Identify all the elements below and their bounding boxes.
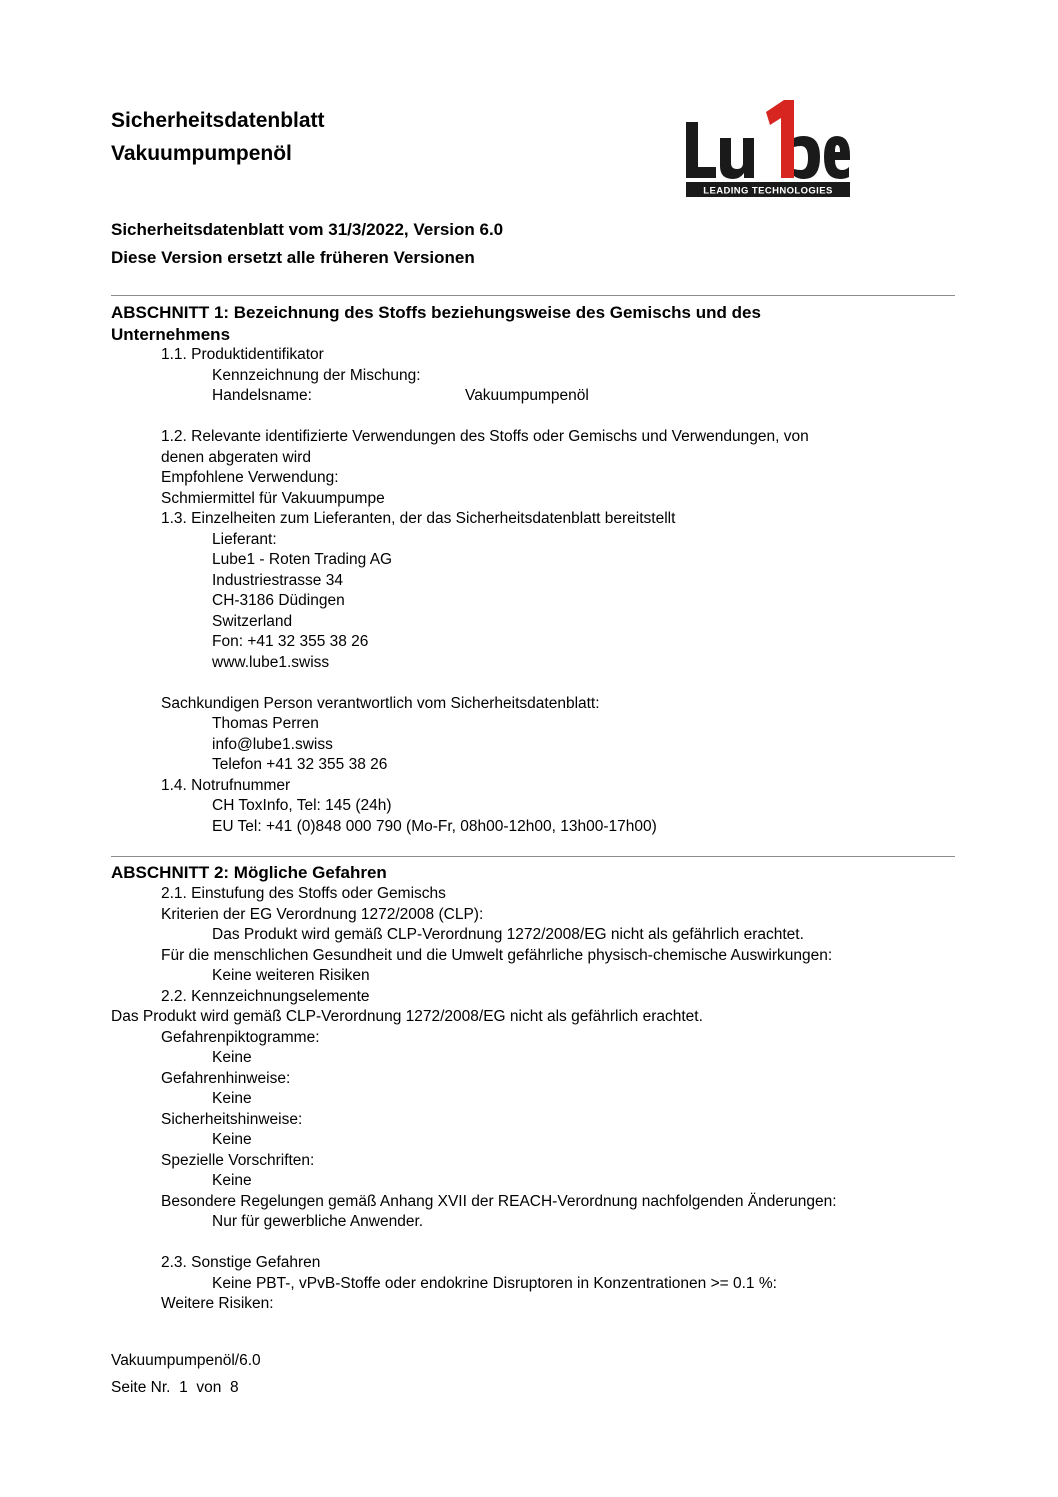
supplier-city: CH-3186 Düdingen	[212, 592, 345, 609]
special-provisions-value: Keine	[212, 1172, 252, 1189]
emergency-eu: EU Tel: +41 (0)848 000 790 (Mo-Fr, 08h00-12h00, 13h00-17h00)	[212, 817, 657, 835]
page-of: von	[196, 1379, 222, 1396]
supplier-phone: Fon: +41 32 355 38 26	[212, 633, 369, 650]
footer-doc-id: Vakuumpumpenöl/6.0	[111, 1352, 261, 1369]
trade-name-label: Handelsname:	[212, 387, 312, 404]
supplier-country: Switzerland	[212, 612, 293, 630]
section2-body	[111, 884, 837, 1315]
s1-2-heading: 1.2. Relevante identifizierte Verwendungen des Stoffs oder Gemischs und Verwendungen, von	[161, 428, 809, 445]
clp-criteria: Kriterien der EG Verordnung 1272/2008 (CLP):	[161, 905, 484, 923]
recommended-use-label: Empfohlene Verwendung:	[161, 469, 339, 486]
logo-tagline: LEADING TECHNOLOGIES	[703, 185, 833, 197]
supplier-label: Lieferant:	[212, 530, 277, 548]
s2-2-heading: 2.2. Kennzeichnungselemente	[161, 987, 370, 1005]
version-line: Sicherheitsdatenblatt vom 31/3/2022, Version 6.0	[111, 220, 504, 239]
reach-label: Besondere Regelungen gemäß Anhang XVII der REACH-Verordnung nachfolgenden Änderungen:	[161, 1192, 837, 1210]
replaces-line: Diese Version ersetzt alle früheren Versionen	[111, 248, 475, 267]
labelling-statement: Das Produkt wird gemäß CLP-Verordnung 1272/2008/EG nicht als gefährlich erachtet.	[111, 1008, 703, 1025]
special-provisions-label: Spezielle Vorschriften:	[161, 1151, 315, 1169]
expert-name: Thomas Perren	[212, 715, 319, 732]
precautionary-value: Keine	[212, 1131, 252, 1148]
emergency-ch: CH ToxInfo, Tel: 145 (24h)	[212, 797, 392, 814]
s1-2-heading-cont: denen abgeraten wird	[161, 448, 311, 466]
s1-4-heading: 1.4. Notrufnummer	[161, 776, 291, 794]
recommended-use-value: Schmiermittel für Vakuumpumpe	[161, 489, 385, 507]
reach-value: Nur für gewerbliche Anwender.	[212, 1213, 424, 1230]
s2-3-heading: 2.3. Sonstige Gefahren	[161, 1254, 321, 1271]
section1-title: ABSCHNITT 1: Bezeichnung des Stoffs beziehungsweise des Gemischs und des Unternehmens	[111, 303, 761, 344]
s1-1-heading: 1.1. Produktidentifikator	[161, 346, 324, 363]
supplier-website: www.lube1.swiss	[212, 653, 330, 671]
page-label: Seite Nr.	[111, 1379, 171, 1396]
product-title: Vakuumpumpenöl	[111, 142, 292, 165]
page-number: 1	[179, 1379, 188, 1396]
s2-1-heading: 2.1. Einstufung des Stoffs oder Gemischs	[161, 885, 446, 902]
physchem-value: Keine weiteren Risiken	[212, 967, 370, 984]
section-divider	[111, 856, 955, 857]
expert-email: info@lube1.swiss	[212, 735, 333, 753]
other-risks-label: Weitere Risiken:	[161, 1295, 274, 1312]
section-divider	[111, 295, 955, 296]
pictograms-value: Keine	[212, 1049, 252, 1066]
page-total: 8	[229, 1379, 239, 1396]
lube1-logo	[686, 100, 850, 198]
footer-page-info	[111, 1379, 239, 1397]
section2-title: ABSCHNITT 2: Mögliche Gefahren	[111, 863, 387, 882]
pictograms-label: Gefahrenpiktogramme:	[161, 1028, 320, 1046]
hazard-statements-value: Keine	[212, 1090, 252, 1107]
precautionary-label: Sicherheitshinweise:	[161, 1110, 303, 1128]
trade-name-row	[111, 386, 809, 407]
supplier-name: Lube1 - Roten Trading AG	[212, 551, 393, 568]
hazard-statements-label: Gefahrenhinweise:	[161, 1069, 291, 1087]
trade-name-value: Vakuumpumpenöl	[465, 387, 589, 404]
section1-body	[111, 345, 809, 837]
document-title: Sicherheitsdatenblatt	[111, 109, 325, 132]
physchem-label: Für die menschlichen Gesundheit und die Umwelt gefährliche physisch-chemische Auswirkungen:	[161, 946, 833, 964]
expert-label: Sachkundigen Person verantwortlich vom Sicherheitsdatenblatt:	[161, 694, 600, 712]
expert-phone: Telefon +41 32 355 38 26	[212, 756, 388, 773]
classification-statement: Das Produkt wird gemäß CLP-Verordnung 1272/2008/EG nicht als gefährlich erachtet.	[212, 926, 804, 943]
mixture-label: Kennzeichnung der Mischung:	[212, 366, 421, 384]
supplier-street: Industriestrasse 34	[212, 571, 343, 589]
s1-3-heading: 1.3. Einzelheiten zum Lieferanten, der das Sicherheitsdatenblatt bereitstellt	[161, 510, 676, 527]
pbt-statement: Keine PBT-, vPvB-Stoffe oder endokrine Disruptoren in Konzentrationen >= 0.1 %:	[212, 1274, 777, 1292]
